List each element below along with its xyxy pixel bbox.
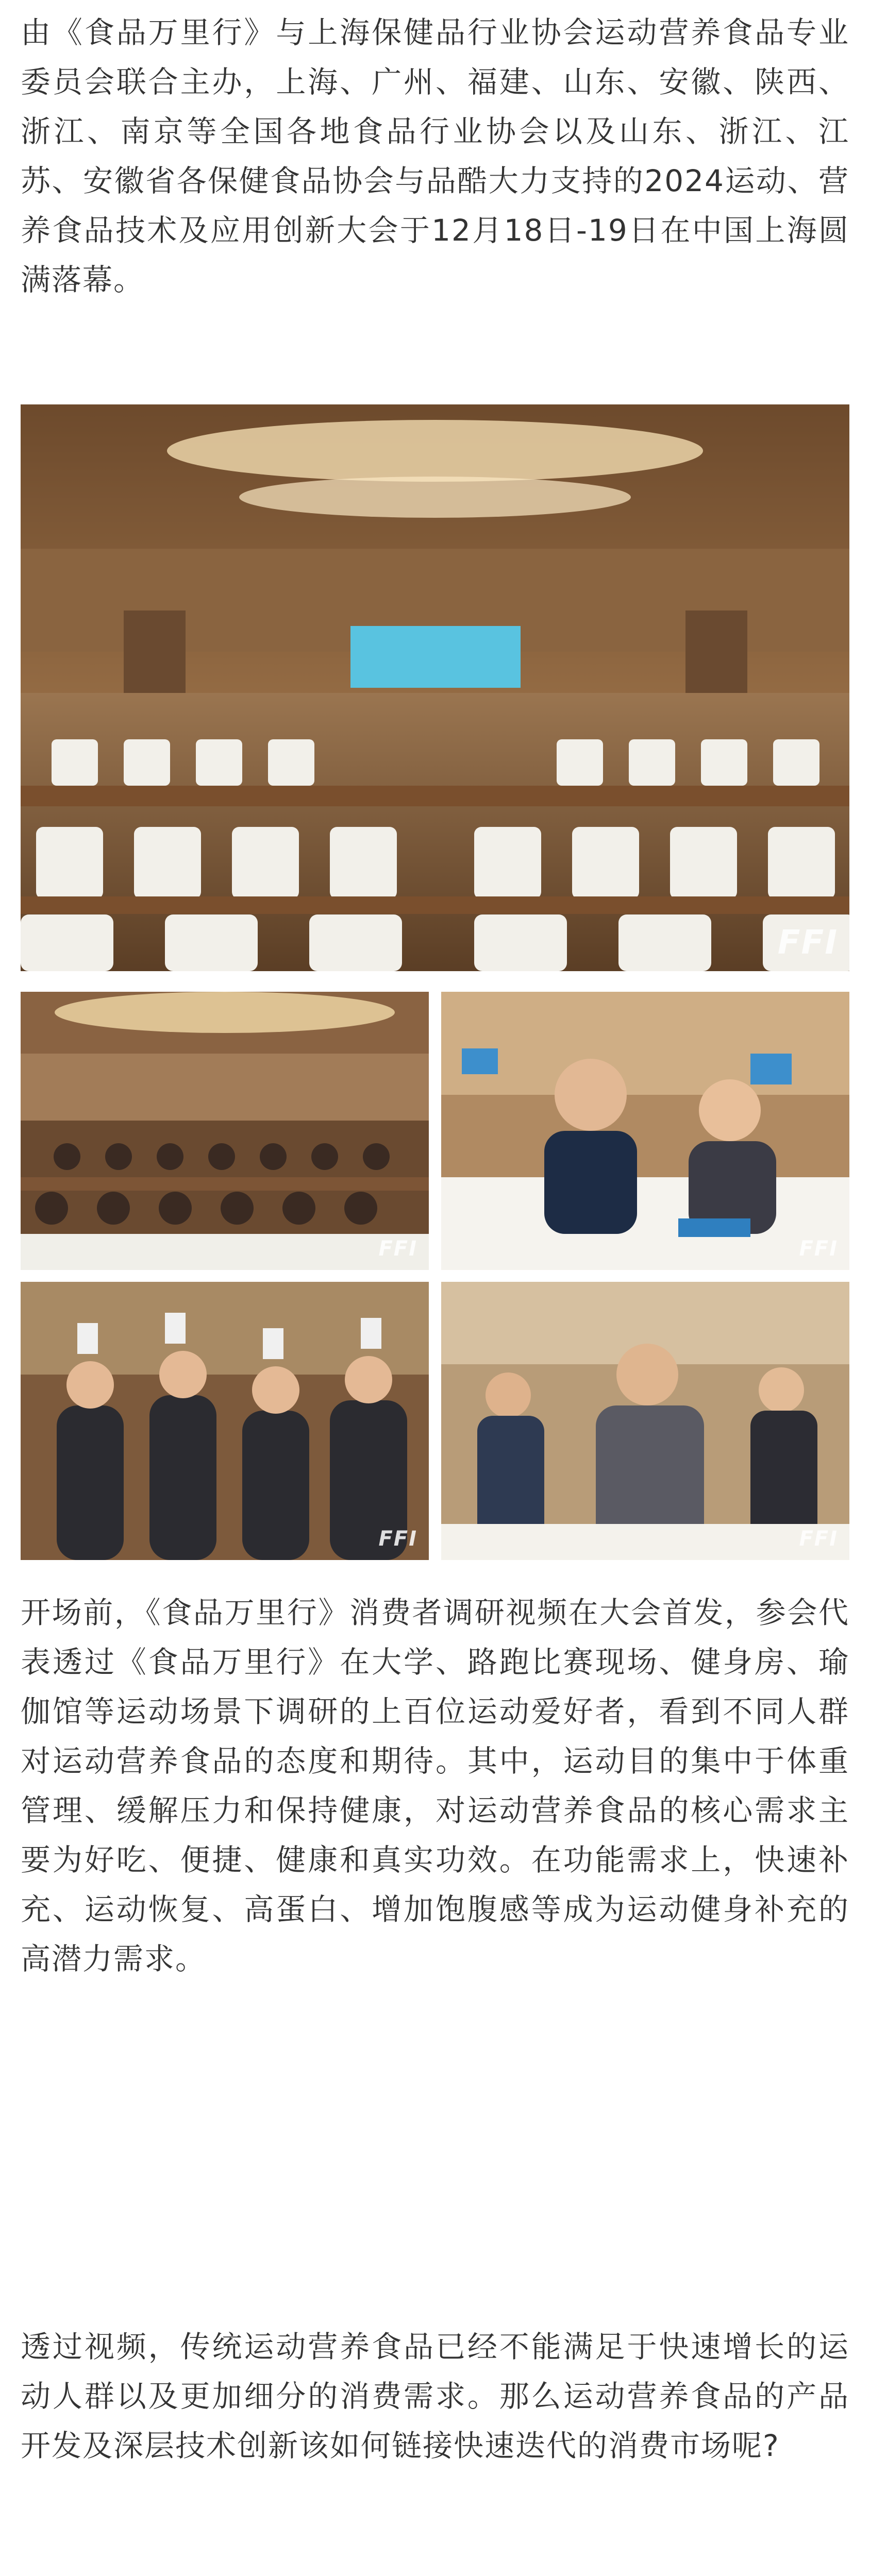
intro-paragraph: 由《食品万里行》与上海保健品行业协会运动营养食品专业委员会联合主办，上海、广州、福建、山东、安徽、陕西、浙江、南京等全国各地食品行业协会以及山东、浙江、江苏、安徽省各保健食品协会与品酷大力支持的2024运动、营养食品技术及应用创新大会于12月18日-19日在中国上海圆满落幕。 [21,15,849,297]
conference-hall-photo [21,404,849,971]
photo-watermark: FFI [378,1527,417,1551]
photo-watermark: FFI [777,924,838,962]
photo-watermark: FFI [378,1237,417,1261]
audience-photo-2 [441,992,849,1270]
photo-watermark: FFI [799,1237,838,1261]
audience-photo-3 [21,1282,429,1560]
audience-photo-1 [21,992,429,1270]
photo-watermark: FFI [799,1527,838,1551]
audience-photo-4 [441,1282,849,1560]
survey-paragraph: 开场前，《食品万里行》消费者调研视频在大会首发，参会代表透过《食品万里行》在大学、路跑比赛现场、健身房、瑜伽馆等运动场景下调研的上百位运动爱好者，看到不同人群对运动营养食品的态度和期待。其中，运动目的集中于体重管理、缓解压力和保持健康，对运动营养食品的核心需求主要为好吃、便捷、健康和真实功效。在功能需求上，快速补充、运动恢复、高蛋白、增加饱腹感等成为运动健身补充的高潜力需求。 [21,1595,849,1976]
video-paragraph: 透过视频，传统运动营养食品已经不能满足于快速增长的运动人群以及更加细分的消费需求。那么运动营养食品的产品开发及深层技术创新该如何链接快速迭代的消费市场呢? [21,2329,849,2463]
